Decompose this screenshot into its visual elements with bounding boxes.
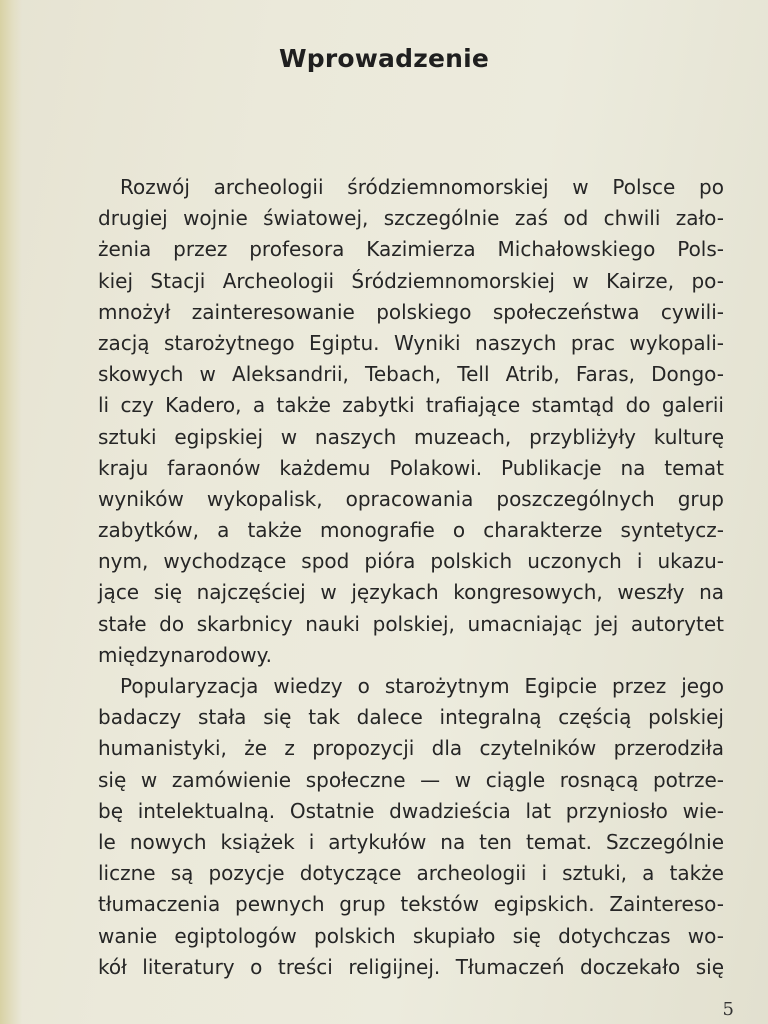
text-line: drugiej wojnie światowej, szczególnie zaś od chwili zało- bbox=[98, 206, 724, 231]
text-line: nym, wychodzące spod pióra polskich uczonych i ukazu- bbox=[98, 549, 724, 574]
paragraph-1 bbox=[98, 172, 724, 671]
text-line: li czy Kadero, a także zabytki trafiające stamtąd do galerii bbox=[98, 393, 724, 418]
text-line: żenia przez profesora Kazimierza Michałowskiego Pols- bbox=[98, 237, 724, 262]
text-line: badaczy stała się tak dalece integralną częścią polskiej bbox=[98, 705, 724, 730]
paragraph-2 bbox=[98, 671, 724, 983]
text-line: skowych w Aleksandrii, Tebach, Tell Atrib, Faras, Dongo- bbox=[98, 362, 724, 387]
text-line: stałe do skarbnicy nauki polskiej, umacniając jej autorytet bbox=[98, 611, 724, 636]
page-number: 5 bbox=[722, 999, 734, 1020]
text-line: mnożył zainteresowanie polskiego społeczeństwa cywili- bbox=[98, 299, 724, 324]
text-line: zacją starożytnego Egiptu. Wyniki naszych prac wykopali- bbox=[98, 330, 724, 355]
text-line: zabytków, a także monografie o charakterze syntetycz- bbox=[98, 518, 724, 543]
text-line: le nowych książek i artykułów na ten temat. Szczególnie bbox=[98, 829, 724, 854]
text-line: wanie egiptologów polskich skupiało się dotychczas wo- bbox=[98, 923, 724, 948]
text-line: międzynarodowy. bbox=[98, 642, 272, 667]
text-line: kół literatury o treści religijnej. Tłumaczeń doczekało się bbox=[98, 954, 724, 979]
body-text bbox=[98, 172, 724, 983]
text-line: liczne są pozycje dotyczące archeologii i sztuki, a także bbox=[98, 861, 724, 886]
text-line: kraju faraonów każdemu Polakowi. Publikacje na temat bbox=[98, 455, 724, 480]
text-line: humanistyki, że z propozycji dla czytelników przerodziła bbox=[98, 736, 724, 761]
text-line: sztuki egipskiej w naszych muzeach, przybliżyły kulturę bbox=[98, 424, 724, 449]
text-line: wyników wykopalisk, opracowania poszczególnych grup bbox=[98, 486, 724, 511]
text-line: kiej Stacji Archeologii Śródziemnomorskiej w Kairze, po- bbox=[98, 268, 724, 293]
page-binding-shadow bbox=[0, 0, 22, 1024]
text-line: jące się najczęściej w językach kongresowych, weszły na bbox=[98, 580, 724, 605]
text-line: Rozwój archeologii śródziemnomorskiej w Polsce po bbox=[120, 175, 724, 199]
text-line: tłumaczenia pewnych grup tekstów egipskich. Zaintereso- bbox=[98, 892, 724, 917]
chapter-heading: Wprowadzenie bbox=[278, 44, 490, 73]
text-line: bę intelektualną. Ostatnie dwadzieścia lat przyniosło wie- bbox=[98, 798, 724, 823]
text-line: Popularyzacja wiedzy o starożytnym Egipcie przez jego bbox=[120, 674, 724, 698]
text-line: się w zamówienie społeczne — w ciągle rosnącą potrze- bbox=[98, 767, 724, 792]
